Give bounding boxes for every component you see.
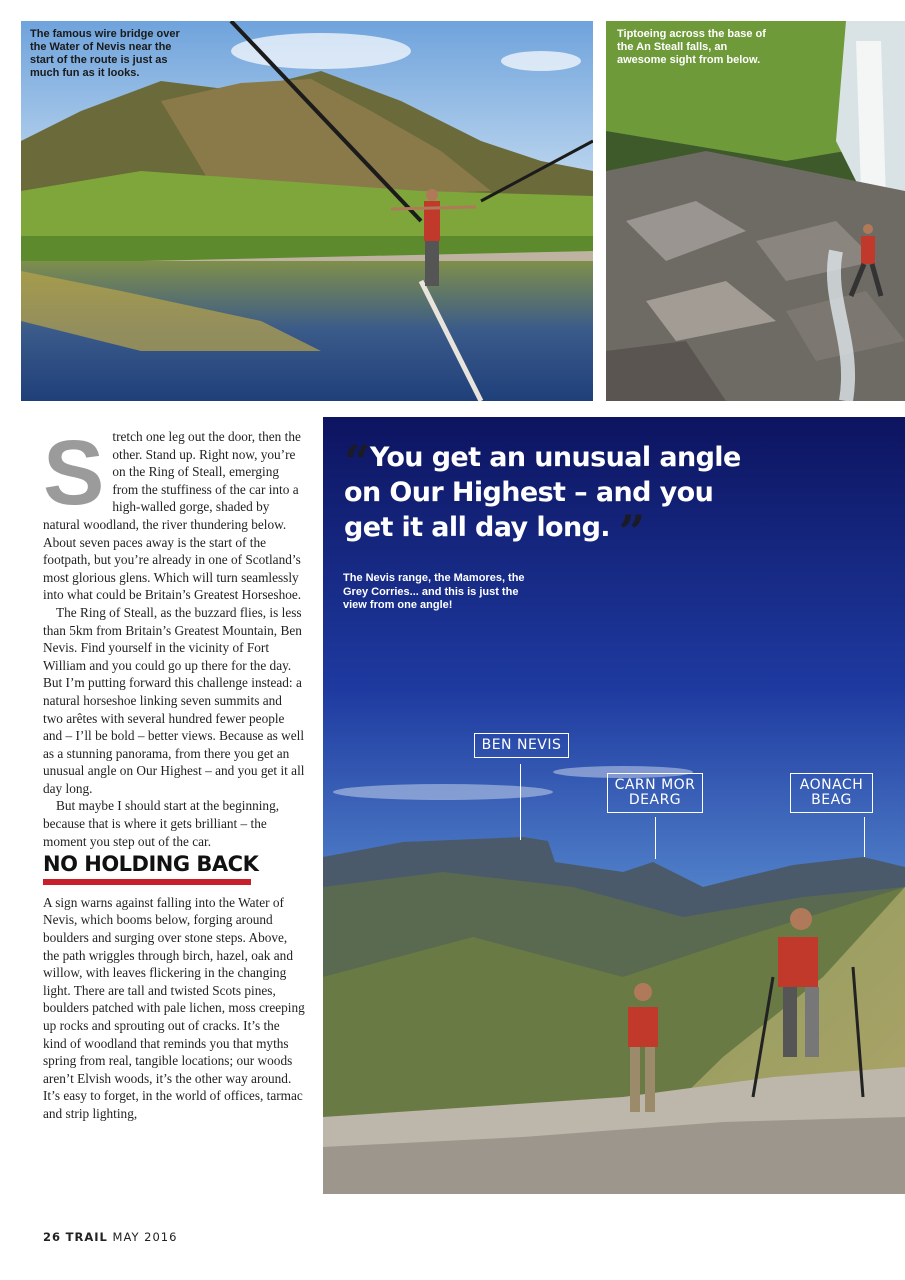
falls-caption: Tiptoeing across the base of the An Steall falls, an awesome sight from below. bbox=[617, 28, 766, 66]
peak-pointer-aonach-beag bbox=[864, 817, 865, 857]
issue-date: MAY 2016 bbox=[112, 1230, 178, 1244]
peak-label-ben-nevis: BEN NEVIS bbox=[474, 733, 569, 758]
peak-pointer-carn-mor-dearg bbox=[655, 817, 656, 859]
page-number: 26 bbox=[43, 1230, 62, 1244]
drop-cap: S bbox=[43, 422, 105, 524]
article-paragraph-1: tretch one leg out the door, then the other. Stand up. Right now, you’re on the Ring of Steall, emerging from the stuffiness of the car into a high-walled gorge, shaded by natural woodland, the river thundering below. About seven paces away is the start of the footpath, but you’re already in one of Scotland’s most glorious glens. Which will turn seamlessly into what could be Britain’s Greatest Horseshoe. bbox=[43, 429, 302, 603]
photo-an-steall-falls bbox=[606, 21, 905, 401]
peak-label-carn-mor-dearg: CARN MOR DEARG bbox=[607, 773, 703, 813]
photo-wire-bridge bbox=[21, 21, 593, 401]
pullquote bbox=[344, 435, 764, 559]
pullquote-text: You get an unusual angle on Our Highest – and you get it all day long. bbox=[344, 442, 741, 543]
falls-illustration bbox=[606, 21, 905, 401]
close-quote-mark: ” bbox=[618, 505, 645, 559]
peak-pointer-ben-nevis bbox=[520, 764, 521, 840]
subhead-no-holding-back: NO HOLDING BACK bbox=[43, 852, 259, 877]
article-paragraph-4: A sign warns against falling into the Water of Nevis, which booms below, forging around boulders and surging over stone steps. Above, the path wriggles through birch, hazel, oak and willow, with leaves flickering in the changing light. There are tall and twisted Scots pines, boulders patched with pale lichen, moss creeping up rocks and sprouting out of cracks. It’s the kind of woodland that reminds you that myths spring from real, tangible locations; our woods aren’t Elvish woods, it’s the other way around. It’s easy to forget, in the world of offices, tarmac and strip lighting, bbox=[43, 894, 305, 1121]
range-caption: The Nevis range, the Mamores, the Grey Corries... and this is just the view from one angle! bbox=[343, 572, 525, 611]
magazine-name: TRAIL bbox=[65, 1230, 108, 1244]
bridge-caption: The famous wire bridge over the Water of Nevis near the start of the route is just as much fun as it looks. bbox=[30, 28, 180, 79]
article-paragraph-2: The Ring of Steall, as the buzzard flies, is less than 5km from Britain’s Greatest Mountain, Ben Nevis. Find yourself in the vicinity of Fort William and you could go up there for the day. But I’m putting forward this challenge instead: a natural horseshoe linking seven summits and two arêtes with several hundred fewer people and – I’ll be bold – better views. Because as well as a stunning panorama, from there you get an unusual angle on Our Highest – and you get it all day long. bbox=[43, 604, 305, 796]
open-quote-mark: “ bbox=[344, 435, 370, 489]
peak-label-aonach-beag: AONACH BEAG bbox=[790, 773, 873, 813]
article-body bbox=[43, 422, 305, 1123]
article-paragraph-3: But maybe I should start at the beginning, because that is where it gets brilliant – the moment you step out of the car. bbox=[43, 798, 280, 849]
page-footer bbox=[43, 1230, 177, 1244]
subhead-rule bbox=[43, 879, 251, 885]
